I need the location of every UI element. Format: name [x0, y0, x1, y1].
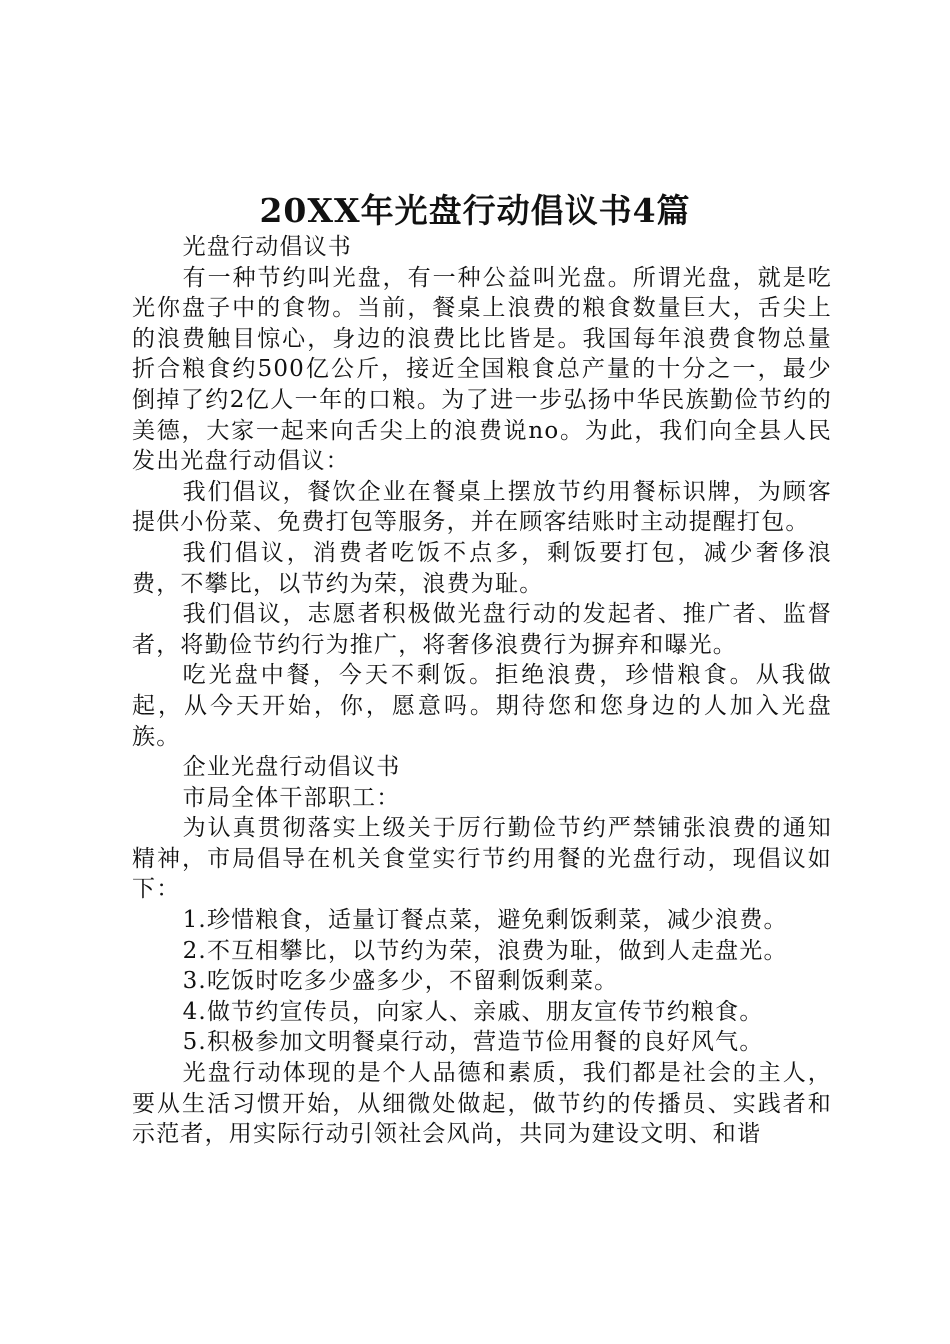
paragraph: 为认真贯彻落实上级关于厉行勤俭节约严禁铺张浪费的通知精神，市局倡导在机关食堂实行节约用餐的光盘行动，现倡议如下：	[132, 815, 832, 903]
list-item: 3.吃饭时吃多少盛多少，不留剩饭剩菜。	[182, 968, 619, 995]
paragraph: 我们倡议，餐饮企业在餐桌上摆放节约用餐标识牌，为顾客提供小份菜、免费打包等服务，并在顾客结账时主动提醒打包。	[132, 478, 832, 536]
paragraph: 有一种节约叫光盘，有一种公益叫光盘。所谓光盘，就是吃光你盘子中的食物。当前，餐桌上浪费的粮食数量巨大，舌尖上的浪费触目惊心，身边的浪费比比皆是。我国每年浪费食物总量折合粮食约500亿公斤，接近全国粮食总产量的十分之一，最少倒掉了约2亿人一年的口粮。为了进一步弘扬中华民族勤俭节约的美德，大家一起来向舌尖上的浪费说no。为此，我们向全县人民发出光盘行动倡议：	[132, 264, 832, 475]
section-heading: 企业光盘行动倡议书	[182, 754, 401, 781]
list-item: 1.珍惜粮食，适量订餐点菜，避免剩饭剩菜，减少浪费。	[182, 907, 788, 934]
paragraph: 我们倡议，志愿者积极做光盘行动的发起者、推广者、监督者，将勤俭节约行为推广，将奢侈浪费行为摒弃和曝光。	[132, 601, 832, 658]
document-title: 20XX年光盘行动倡议书4篇	[259, 191, 691, 230]
paragraph: 我们倡议，消费者吃饭不点多，剩饭要打包，减少奢侈浪费，不攀比，以节约为荣，浪费为耻。	[132, 539, 832, 597]
salutation: 市局全体干部职工：	[182, 784, 401, 811]
list-item: 2.不互相攀比，以节约为荣，浪费为耻，做到人走盘光。	[182, 937, 788, 964]
paragraph: 吃光盘中餐，今天不剩饭。拒绝浪费，珍惜粮食。从我做起，从今天开始，你，愿意吗。期待您和您身边的人加入光盘族。	[132, 662, 832, 750]
paragraph: 光盘行动体现的是个人品德和素质，我们都是社会的主人，要从生活习惯开始，从细微处做起，做节约的传播员、实践者和示范者，用实际行动引领社会风尚，共同为建设文明、和谐	[132, 1060, 832, 1148]
section-heading: 光盘行动倡议书	[182, 234, 352, 260]
list-item: 4.做节约宣传员，向家人、亲戚、朋友宣传节约粮食。	[182, 998, 764, 1025]
document-body	[132, 232, 832, 1150]
list-item: 5.积极参加文明餐桌行动，营造节俭用餐的良好风气。	[182, 1029, 764, 1056]
